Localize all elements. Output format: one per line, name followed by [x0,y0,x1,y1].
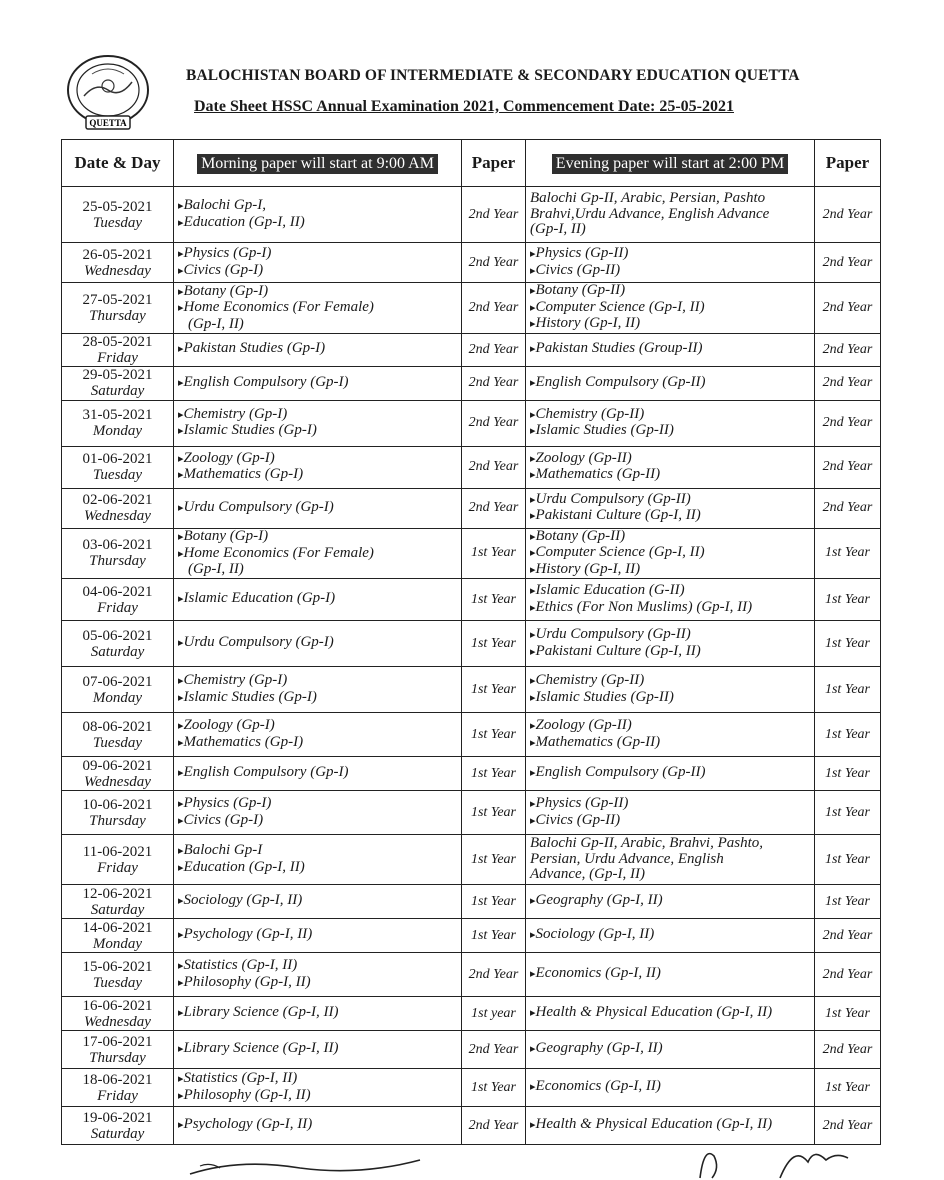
table-header-row [62,140,881,187]
subject-line: Balochi Gp-II, Arabic, Brahvi, Pashto, [530,835,764,852]
evening-paper-cell: 2nd Year [815,187,881,243]
morning-subjects-cell [174,791,462,835]
evening-subjects-cell [526,283,815,334]
evening-paper-cell: 1st Year [815,835,881,885]
board-title: BALOCHISTAN BOARD OF INTERMEDIATE & SECONDARY EDUCATION QUETTA [186,67,800,84]
morning-subjects-cell [174,757,462,791]
evening-paper-cell: 2nd Year [815,1031,881,1069]
evening-subjects-cell [526,187,815,243]
subject-line: ▸ Pakistan Studies (Gp-I) [178,341,457,358]
evening-subjects-cell [526,621,815,667]
evening-subjects-cell [526,333,815,366]
exam-date: 07-06-2021 [82,673,153,690]
subject-line: ▸ Pakistani Culture (Gp-I, II) [530,644,810,661]
subject-line: ▸ Botany (Gp-I) [178,284,457,301]
morning-paper-cell: 2nd Year [462,1107,526,1145]
exam-date: 05-06-2021 [82,627,153,644]
subject-line: Brahvi,Urdu Advance, English Advance [530,205,770,222]
exam-date: 15-06-2021 [82,958,153,975]
morning-subjects-cell [174,713,462,757]
table-row [62,835,881,885]
date-cell [62,579,174,621]
subject-line: ▸ Civics (Gp-I) [178,813,457,830]
evening-subjects-cell [526,446,815,488]
subject-line: ▸ Home Economics (For Female) [178,546,457,563]
exam-day: Wednesday [84,1013,151,1030]
subject-line: (Gp-I, II) [188,315,244,332]
subject-line: ▸ Islamic Studies (Gp-II) [530,423,810,440]
date-cell [62,243,174,283]
subject-line: ▸ Physics (Gp-II) [530,246,810,263]
subject-line: ▸ Pakistani Culture (Gp-I, II) [530,508,810,525]
exam-date: 27-05-2021 [82,291,153,308]
exam-day: Saturday [90,901,145,918]
date-cell [62,528,174,579]
subject-line: ▸ Civics (Gp-II) [530,813,810,830]
exam-day: Friday [97,599,138,616]
morning-header-label: Morning paper will start at 9:00 AM [197,154,438,174]
exam-date: 18-06-2021 [82,1071,153,1088]
exam-date: 14-06-2021 [82,919,153,936]
morning-paper-cell: 1st Year [462,528,526,579]
subject-line: ▸ Balochi Gp-I, [178,198,457,215]
subject-line: ▸ Urdu Compulsory (Gp-I) [178,635,457,652]
exam-date: 02-06-2021 [82,492,153,508]
paper-header-morning: Paper [462,140,526,187]
evening-paper-cell: 2nd Year [815,333,881,366]
subject-line: ▸ Zoology (Gp-I) [178,451,457,468]
exam-date: 04-06-2021 [82,583,153,600]
exam-day: Wednesday [84,508,151,524]
morning-subjects-cell [174,400,462,446]
evening-paper-cell: 2nd Year [815,919,881,953]
evening-paper-cell: 1st Year [815,621,881,667]
morning-subjects-cell [174,1069,462,1107]
table-row [62,791,881,835]
subject-line: ▸ English Compulsory (Gp-I) [178,765,457,782]
table-row [62,757,881,791]
evening-header [526,140,815,187]
subject-line: ▸ Computer Science (Gp-I, II) [530,300,810,317]
exam-day: Thursday [89,553,146,570]
exam-day: Wednesday [84,262,151,279]
date-cell [62,1069,174,1107]
evening-paper-cell: 2nd Year [815,400,881,446]
morning-paper-cell: 2nd Year [462,1031,526,1069]
date-cell [62,1107,174,1145]
morning-paper-cell: 1st Year [462,667,526,713]
subject-line: ▸ Mathematics (Gp-II) [530,467,810,484]
evening-paper-cell: 2nd Year [815,283,881,334]
table-row [62,366,881,400]
paper-header-evening: Paper [815,140,881,187]
evening-paper-cell: 2nd Year [815,243,881,283]
evening-paper-cell: 2nd Year [815,1107,881,1145]
exam-day: Tuesday [92,974,143,991]
exam-date: 10-06-2021 [82,796,153,813]
morning-subjects-cell [174,333,462,366]
subject-line: ▸ Zoology (Gp-II) [530,451,810,468]
seal-label: QUETTA [89,118,127,128]
subject-line: ▸ Urdu Compulsory (Gp-II) [530,627,810,644]
exam-day: Monday [92,423,143,439]
date-cell [62,757,174,791]
exam-day: Tuesday [92,734,143,751]
exam-date: 17-06-2021 [82,1033,153,1050]
exam-day: Friday [97,1087,138,1104]
subject-line: ▸ Mathematics (Gp-I) [178,735,457,752]
evening-paper-cell: 1st Year [815,713,881,757]
subject-line: ▸ Sociology (Gp-I, II) [530,927,810,944]
table-row [62,528,881,579]
table-row [62,667,881,713]
signature-left [180,1138,440,1180]
morning-subjects-cell [174,366,462,400]
date-cell [62,333,174,366]
subject-line: (Gp-I, II) [530,221,586,238]
morning-subjects-cell [174,997,462,1031]
subject-line: ▸ Urdu Compulsory (Gp-II) [530,492,810,509]
evening-paper-cell: 2nd Year [815,446,881,488]
subject-line: ▸ Economics (Gp-I, II) [530,1079,810,1096]
morning-paper-cell: 2nd Year [462,953,526,997]
date-cell [62,667,174,713]
subject-line: ▸ Library Science (Gp-I, II) [178,1005,457,1022]
morning-subjects-cell [174,621,462,667]
evening-paper-cell: 2nd Year [815,488,881,528]
subject-line: ▸ Philosophy (Gp-I, II) [178,975,457,992]
exam-day: Friday [97,859,138,876]
subject-line: ▸ History (Gp-I, II) [530,316,810,333]
exam-date: 12-06-2021 [82,885,153,902]
evening-subjects-cell [526,835,815,885]
exam-day: Wednesday [84,773,151,790]
evening-paper-cell: 1st Year [815,791,881,835]
evening-subjects-cell [526,400,815,446]
evening-subjects-cell [526,1031,815,1069]
subject-line: ▸ Education (Gp-I, II) [178,215,457,232]
table-row [62,243,881,283]
date-day-header: Date & Day [62,140,174,187]
subject-line: ▸ Ethics (For Non Muslims) (Gp-I, II) [530,600,810,617]
table-row [62,885,881,919]
subject-line: ▸ Civics (Gp-II) [530,263,810,280]
subject-line: ▸ Zoology (Gp-II) [530,718,810,735]
date-cell [62,713,174,757]
morning-subjects-cell [174,488,462,528]
table-row [62,953,881,997]
morning-paper-cell: 1st Year [462,757,526,791]
evening-paper-cell: 1st Year [815,757,881,791]
evening-subjects-cell [526,997,815,1031]
subject-line: ▸ Botany (Gp-II) [530,283,810,300]
table-row [62,400,881,446]
exam-date: 09-06-2021 [82,757,153,774]
table-row [62,1069,881,1107]
table-row [62,283,881,334]
morning-paper-cell: 2nd Year [462,400,526,446]
evening-paper-cell: 1st Year [815,1069,881,1107]
table-row [62,1031,881,1069]
morning-subjects-cell [174,579,462,621]
morning-paper-cell: 1st Year [462,835,526,885]
date-cell [62,446,174,488]
exam-day: Thursday [89,812,146,829]
board-seal [62,52,154,134]
subject-line: ▸ Chemistry (Gp-II) [530,673,810,690]
subject-line: ▸ Islamic Studies (Gp-I) [178,690,457,707]
subject-line: ▸ Statistics (Gp-I, II) [178,958,457,975]
morning-subjects-cell [174,919,462,953]
exam-day: Monday [92,689,143,706]
exam-date: 03-06-2021 [82,537,153,554]
evening-paper-cell: 1st Year [815,579,881,621]
subject-line: ▸ Computer Science (Gp-I, II) [530,545,810,562]
subject-line: ▸ Sociology (Gp-I, II) [178,893,457,910]
morning-paper-cell: 2nd Year [462,446,526,488]
date-cell [62,488,174,528]
subject-line: ▸ Chemistry (Gp-I) [178,673,457,690]
table-row [62,333,881,366]
morning-subjects-cell [174,446,462,488]
morning-subjects-cell [174,1031,462,1069]
exam-date: 29-05-2021 [82,367,153,383]
date-cell [62,835,174,885]
date-cell [62,1031,174,1069]
evening-subjects-cell [526,713,815,757]
morning-paper-cell: 2nd Year [462,283,526,334]
table-row [62,621,881,667]
signature-right [690,1138,860,1180]
date-cell [62,885,174,919]
subject-line: ▸ Chemistry (Gp-I) [178,407,457,424]
evening-subjects-cell [526,885,815,919]
evening-subjects-cell [526,791,815,835]
morning-paper-cell: 2nd Year [462,333,526,366]
table-row [62,713,881,757]
exam-date: 28-05-2021 [82,333,153,350]
exam-day: Monday [92,935,143,952]
subject-line: (Gp-I, II) [188,561,244,577]
exam-date: 19-06-2021 [82,1109,153,1126]
evening-paper-cell: 2nd Year [815,953,881,997]
evening-subjects-cell [526,953,815,997]
subject-line: ▸ Mathematics (Gp-I) [178,467,457,484]
morning-subjects-cell [174,667,462,713]
subject-line: ▸ Islamic Studies (Gp-I) [178,423,457,440]
table-row [62,446,881,488]
date-sheet-table [61,139,881,1145]
evening-subjects-cell [526,243,815,283]
exam-day: Saturday [90,643,145,660]
morning-paper-cell: 2nd Year [462,488,526,528]
subject-line: ▸ Botany (Gp-I) [178,529,457,546]
subject-line: ▸ Psychology (Gp-I, II) [178,927,457,944]
date-cell [62,283,174,334]
subject-line: ▸ Geography (Gp-I, II) [530,893,810,910]
exam-day: Tuesday [92,214,143,231]
subject-line: ▸ English Compulsory (Gp-I) [178,375,457,392]
subject-line: ▸ Zoology (Gp-I) [178,718,457,735]
subject-line: Persian, Urdu Advance, English [530,850,724,867]
evening-paper-cell: 1st Year [815,528,881,579]
exam-date: 11-06-2021 [82,843,153,860]
date-sheet-subtitle: Date Sheet HSSC Annual Examination 2021, Commencement Date: 25-05-2021 [194,98,734,115]
morning-subjects-cell [174,283,462,334]
subject-line: ▸ Civics (Gp-I) [178,263,457,280]
evening-subjects-cell [526,1069,815,1107]
date-cell [62,366,174,400]
exam-date: 26-05-2021 [82,246,153,263]
morning-subjects-cell [174,835,462,885]
date-cell [62,919,174,953]
morning-header [174,140,462,187]
subject-line: ▸ Education (Gp-I, II) [178,860,457,877]
exam-day: Tuesday [92,467,143,483]
subject-line: ▸ Physics (Gp-I) [178,796,457,813]
evening-subjects-cell [526,667,815,713]
subject-line: ▸ Physics (Gp-I) [178,246,457,263]
exam-date: 31-05-2021 [82,407,153,423]
exam-day: Thursday [89,1049,146,1066]
morning-paper-cell: 1st Year [462,713,526,757]
date-cell [62,400,174,446]
table-row [62,579,881,621]
subject-line: ▸ Library Science (Gp-I, II) [178,1041,457,1058]
exam-date: 08-06-2021 [82,718,153,735]
morning-paper-cell: 1st year [462,997,526,1031]
subject-line: Advance, (Gp-I, II) [530,866,645,883]
subject-line: ▸ Urdu Compulsory (Gp-I) [178,500,457,517]
evening-subjects-cell [526,579,815,621]
evening-subjects-cell [526,528,815,579]
subject-line: ▸ Balochi Gp-I [178,843,457,860]
subject-line: ▸ Home Economics (For Female) [178,300,457,317]
evening-subjects-cell [526,757,815,791]
morning-paper-cell: 1st Year [462,919,526,953]
morning-subjects-cell [174,885,462,919]
date-cell [62,791,174,835]
exam-day: Saturday [90,1125,145,1142]
exam-day: Saturday [90,383,145,399]
morning-subjects-cell [174,953,462,997]
subject-line: ▸ Health & Physical Education (Gp-I, II) [530,1005,810,1022]
subject-line: ▸ Statistics (Gp-I, II) [178,1071,457,1088]
morning-paper-cell: 2nd Year [462,366,526,400]
morning-paper-cell: 2nd Year [462,243,526,283]
morning-paper-cell: 1st Year [462,791,526,835]
morning-subjects-cell [174,528,462,579]
subject-line: ▸ Geography (Gp-I, II) [530,1041,810,1058]
table-row [62,488,881,528]
subject-line: ▸ Philosophy (Gp-I, II) [178,1088,457,1105]
morning-paper-cell: 1st Year [462,1069,526,1107]
table-row [62,919,881,953]
evening-subjects-cell [526,366,815,400]
subject-line: ▸ Economics (Gp-I, II) [530,966,810,983]
morning-subjects-cell [174,243,462,283]
subject-line: ▸ English Compulsory (Gp-II) [530,765,810,782]
subject-line: ▸ Mathematics (Gp-II) [530,735,810,752]
subject-line: Balochi Gp-II, Arabic, Persian, Pashto [530,190,766,207]
subject-line: ▸ Chemistry (Gp-II) [530,407,810,424]
date-cell [62,953,174,997]
evening-subjects-cell [526,488,815,528]
subject-line: ▸ Physics (Gp-II) [530,796,810,813]
exam-day: Friday [97,349,138,366]
exam-date: 16-06-2021 [82,997,153,1014]
table-row [62,187,881,243]
subject-line: ▸ English Compulsory (Gp-II) [530,375,810,392]
subject-line: ▸ Islamic Studies (Gp-II) [530,690,810,707]
subject-line: ▸ Islamic Education (G-II) [530,583,810,600]
subject-line: ▸ Pakistan Studies (Group-II) [530,341,810,358]
subject-line: ▸ Islamic Education (Gp-I) [178,591,457,608]
subject-line: ▸ Psychology (Gp-I, II) [178,1117,457,1134]
subject-line: ▸ Health & Physical Education (Gp-I, II) [530,1117,810,1134]
evening-header-label: Evening paper will start at 2:00 PM [552,154,788,174]
morning-paper-cell: 2nd Year [462,187,526,243]
evening-paper-cell: 1st Year [815,885,881,919]
morning-paper-cell: 1st Year [462,621,526,667]
evening-paper-cell: 2nd Year [815,366,881,400]
date-cell [62,997,174,1031]
exam-date: 01-06-2021 [82,451,153,467]
evening-paper-cell: 1st Year [815,667,881,713]
exam-date: 25-05-2021 [82,198,153,215]
exam-day: Thursday [89,307,146,324]
subject-line: ▸ History (Gp-I, II) [530,562,810,579]
morning-paper-cell: 1st Year [462,579,526,621]
date-cell [62,187,174,243]
subject-line: ▸ Botany (Gp-II) [530,529,810,546]
morning-paper-cell: 1st Year [462,885,526,919]
evening-subjects-cell [526,919,815,953]
morning-subjects-cell [174,187,462,243]
table-row [62,997,881,1031]
date-cell [62,621,174,667]
evening-paper-cell: 1st Year [815,997,881,1031]
